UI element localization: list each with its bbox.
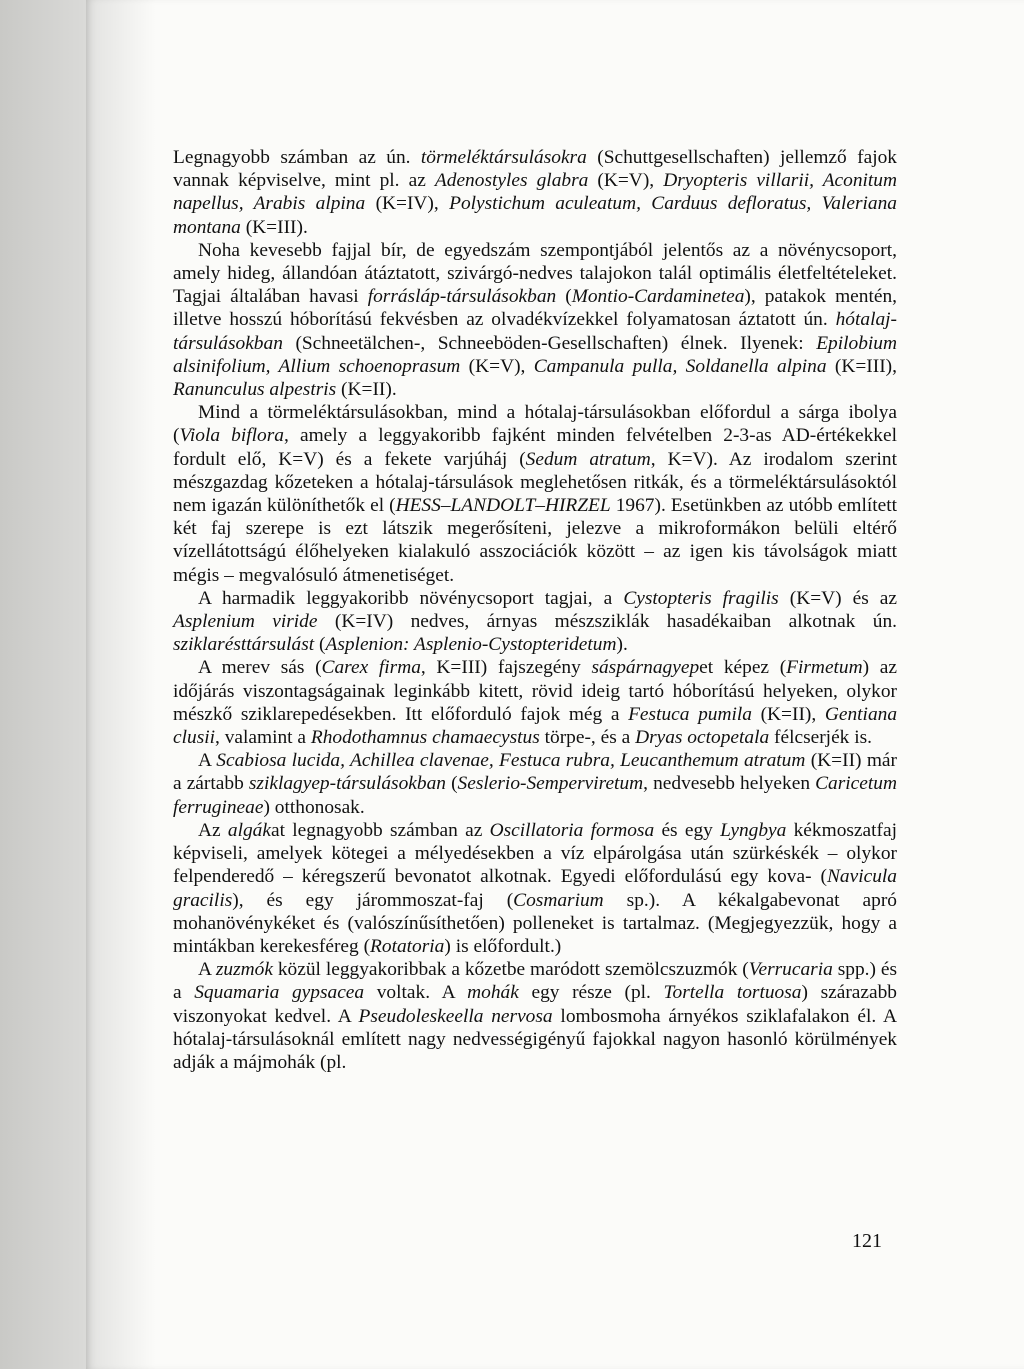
italic-text-run: Pseudoleskeella nervosa bbox=[358, 1005, 553, 1027]
paragraph bbox=[173, 958, 897, 1074]
italic-text-run: Oscillatoria formosa bbox=[489, 819, 655, 841]
italic-text-run: mohák bbox=[467, 982, 519, 1004]
italic-text-run: Campanula pulla, Soldanella alpina bbox=[533, 355, 827, 377]
italic-text-run: Asplenium viride bbox=[173, 611, 318, 633]
italic-text-run: Viola biflora bbox=[179, 425, 284, 447]
text-run: , valamint a bbox=[215, 727, 311, 749]
text-run: , K=V). Az irodalom szerint mészgazdag kőzeteken a hótalaj-társulások meglehetősen ritkák, és a törmeléktársulásoktól nem igazán különíthetők el ( bbox=[173, 448, 897, 517]
scan-margin bbox=[0, 0, 86, 1369]
text-run: (K=II) már a zártabb bbox=[173, 750, 897, 795]
italic-text-run: sziklarésttársulást bbox=[173, 634, 315, 656]
text-run: (K=IV), bbox=[365, 193, 450, 215]
body-text bbox=[173, 146, 897, 1074]
paragraph bbox=[173, 656, 897, 749]
italic-text-run: Squamaria gypsacea bbox=[194, 982, 365, 1004]
text-run: spp.) és a bbox=[173, 959, 898, 1004]
text-run: (Schneetälchen-, Schneeböden-Gesellschaften) élnek. Ilyenek: bbox=[282, 332, 817, 354]
text-run: et képez ( bbox=[699, 657, 787, 679]
text-run: (K=IV) nedves, árnyas mészsziklák hasadékaiban alkotnak ún. bbox=[317, 611, 897, 633]
italic-text-run: Adenostyles glabra bbox=[434, 170, 589, 192]
text-run: (K=V), bbox=[460, 355, 534, 377]
paragraph bbox=[173, 587, 897, 657]
text-run: ) szárazabb viszonyokat kedvel. A bbox=[173, 982, 897, 1027]
text-run: voltak. A bbox=[364, 982, 468, 1004]
text-run: A bbox=[198, 959, 216, 981]
italic-text-run: Cystopteris fragilis bbox=[623, 587, 779, 609]
italic-text-run: Caricetum ferrugineae bbox=[173, 773, 897, 818]
text-run: közül leggyakoribbak a kőzetbe maródott szemölcszuzmók ( bbox=[272, 959, 749, 981]
italic-text-run: Ranunculus alpestris bbox=[173, 379, 337, 401]
italic-text-run: Epilobium alsinifolium, Allium schoenoprasum bbox=[173, 332, 897, 377]
italic-text-run: Gentiana clusii bbox=[173, 703, 898, 749]
text-run: kékmoszatfaj képviseli, amelyek kötegei a mélyedésekben a víz elpárolgása után szürkéskék – olykor felpenderedő – kéregszerű bevonatot alkotnak. Egyedi előfordulású egy kova- ( bbox=[173, 819, 897, 888]
text-run: at legnagyobb számban az bbox=[270, 819, 490, 841]
text-run: ) is előfordult.) bbox=[444, 935, 562, 957]
italic-text-run: HESS–LANDOLT–HIRZEL bbox=[395, 495, 611, 517]
text-run: Mind a törmeléktársulásokban, mind a hótalaj-társulásokban előfordul a sárga ibolya ( bbox=[173, 402, 897, 447]
italic-text-run: Polystichum aculeatum, Carduus defloratus, Valeriana montana bbox=[173, 193, 897, 238]
italic-text-run: sziklagyep-társulásokban bbox=[248, 773, 446, 795]
italic-text-run: Lyngbya bbox=[720, 819, 787, 841]
italic-text-run: Dryopteris villarii, Aconitum napellus, Arabis alpina bbox=[173, 170, 898, 215]
paragraph bbox=[173, 819, 897, 958]
italic-text-run: forrásláp-társulásokban bbox=[367, 286, 557, 308]
text-run: ). bbox=[616, 634, 628, 656]
italic-text-run: algák bbox=[227, 819, 271, 841]
text-run: , nedvesebb helyeken bbox=[643, 773, 816, 795]
text-run: ) otthonosak. bbox=[263, 796, 365, 818]
paragraph bbox=[173, 146, 897, 239]
text-run: (Schuttgesellschaften) jellemző fajok vannak képviselve, mint pl. az bbox=[173, 147, 897, 192]
italic-text-run: Seslerio-Semperviretum bbox=[457, 773, 644, 795]
text-run: Az bbox=[198, 819, 228, 841]
text-run: A harmadik leggyakoribb növénycsoport tagjai, a bbox=[198, 587, 624, 609]
italic-text-run: Dryas octopetala bbox=[635, 727, 770, 749]
text-run: Legnagyobb számban az ún. bbox=[173, 147, 421, 168]
text-run: ) az időjárás viszontagságainak leginkább kitett, rövid ideig tartó hóborítású helyeken, olykor mészkő sziklarepedésekben. Itt előforduló fajok még a bbox=[173, 657, 897, 725]
italic-text-run: Cosmarium bbox=[513, 889, 604, 911]
italic-text-run: Firmetum bbox=[786, 657, 863, 679]
text-run: , amely a leggyakoribb fajként minden felvételben 2-3-as AD-értékekkel fordult elő, K=V) és a fekete varjúháj ( bbox=[173, 425, 897, 470]
text-run: (K=V) és az bbox=[778, 587, 898, 609]
italic-text-run: sáspárnagyep bbox=[591, 657, 700, 679]
italic-text-run: Festuca pumila bbox=[628, 703, 752, 725]
italic-text-run: Rhodothamnus chamaecystus bbox=[310, 727, 540, 749]
text-run: törpe-, és a bbox=[539, 727, 636, 749]
page-number: 121 bbox=[852, 1230, 882, 1252]
text-run: ( bbox=[445, 773, 458, 795]
text-run: (K=III), bbox=[826, 355, 897, 377]
text-run: (K=V), bbox=[588, 170, 664, 192]
italic-text-run: törmeléktársulásokra bbox=[420, 147, 587, 168]
text-run: és egy bbox=[654, 819, 721, 841]
italic-text-run: Carex firma bbox=[321, 657, 421, 679]
italic-text-run: zuzmók bbox=[215, 959, 273, 981]
italic-text-run: Scabiosa lucida, Achillea clavenae, Festuca rubra, Leucanthemum atratum bbox=[216, 750, 806, 772]
text-run: Noha kevesebb fajjal bír, de egyedszám szempontjából jelentős az a növénycsoport, amely hideg, állandóan átáztatott, szivárgó-nedves talajokon talál optimális életfeltételeket. Tagjai általában havasi bbox=[173, 239, 897, 308]
italic-text-run: Navicula gracilis bbox=[173, 866, 897, 911]
text-run: félcserjék is. bbox=[769, 727, 873, 749]
text-run: (K=II). bbox=[336, 379, 397, 401]
text-run: (K=III). bbox=[240, 216, 308, 238]
text-run: A bbox=[198, 750, 217, 772]
italic-text-run: Sedum atratum bbox=[525, 448, 651, 470]
italic-text-run: hótalaj-társulásokban bbox=[173, 309, 897, 354]
italic-text-run: Rotatoria bbox=[370, 935, 445, 957]
text-run: ), és egy járommoszat-faj ( bbox=[232, 889, 514, 911]
text-run: , K=III) fajszegény bbox=[420, 657, 592, 679]
text-run: sp.). A kékalgabevonat apró mohanövénykéket és (valószínűsíthetően) polleneket is tartalmaz. (Megjegyezzük, hogy a mintákban kerekesféreg ( bbox=[173, 889, 897, 957]
text-run: ( bbox=[314, 634, 326, 656]
italic-text-run: Tortella tortuosa bbox=[663, 982, 802, 1004]
paragraph bbox=[173, 239, 897, 401]
text-run: ( bbox=[556, 286, 572, 308]
italic-text-run: Montio-Cardaminetea bbox=[571, 286, 745, 308]
text-run: (K=II), bbox=[751, 703, 825, 725]
text-run: 1967). Esetünkben az utóbb említett két faj szerepe is ezt látszik megerősíteni, jelezve a mikroformákon belüli eltérő vízellátottságú élőhelyeken kialakuló asszociációk között – az igen kis távolságok miatt mégis – megvalósuló átmenetiséget. bbox=[173, 495, 897, 586]
paragraph bbox=[173, 401, 897, 587]
italic-text-run: Asplenion: Asplenio-Cystopteridetum bbox=[325, 634, 617, 656]
italic-text-run: Verrucaria bbox=[748, 959, 833, 981]
text-run: ), patakok mentén, illetve hosszú hóborítású fekvésben az olvadékvízekkel folyamatosan áztatott ún. bbox=[173, 286, 898, 331]
paragraph bbox=[173, 749, 897, 819]
text-run: lombosmoha árnyékos sziklafalakon él. A hótalaj-társulásoknál említett nagy nedvességigényű fajokkal nagyon hasonló körülmények adják a májmohák (pl. bbox=[173, 1005, 897, 1073]
text-run: egy része (pl. bbox=[518, 982, 664, 1004]
text-run: A merev sás ( bbox=[198, 657, 322, 679]
